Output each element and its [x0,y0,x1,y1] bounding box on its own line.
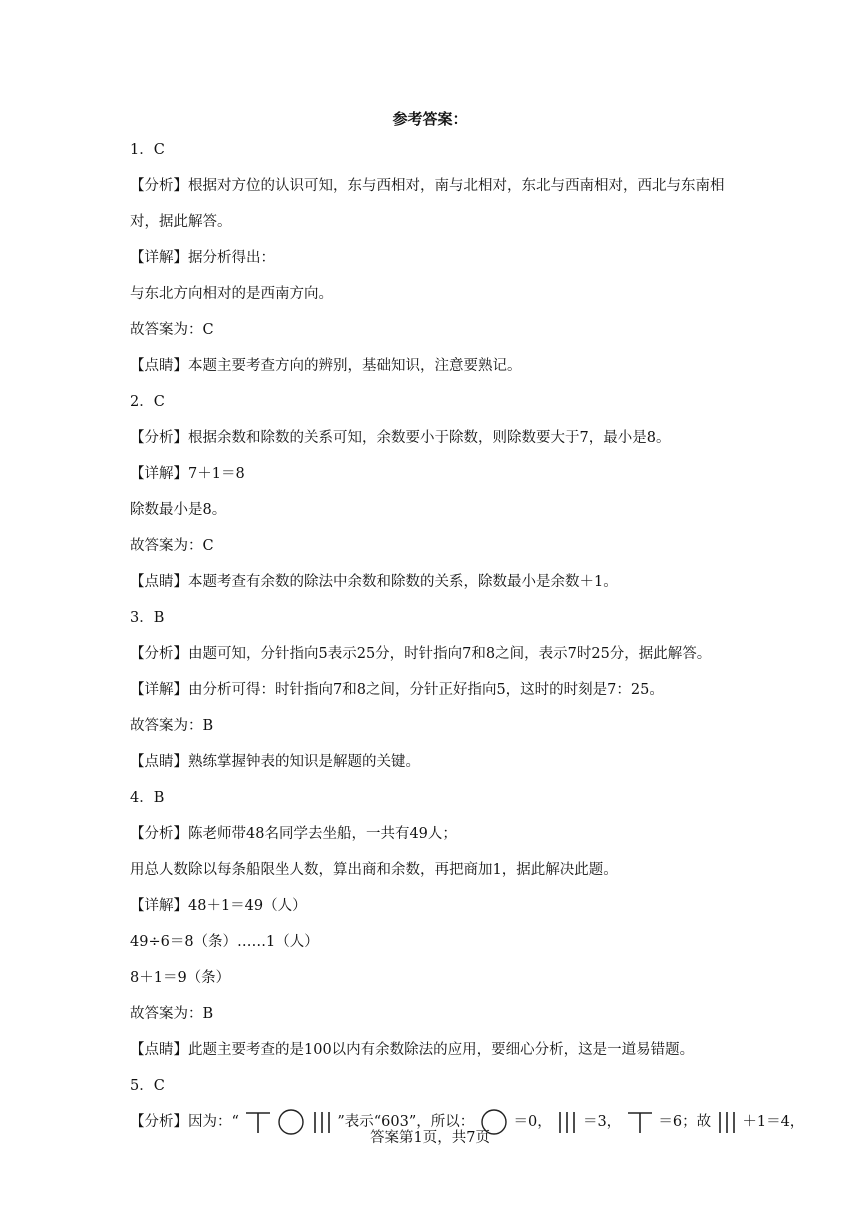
q5-eq-three: ＝3， [582,1114,622,1130]
q1-comment: 【点睛】本题主要考查方向的辨别，基础知识，注意要熟记。 [130,358,522,374]
q2-analysis: 【分析】根据余数和除数的关系可知，余数要小于除数，则除数要大于7，最小是8。 [130,430,671,446]
q1-final: 故答案为：C [130,322,214,338]
q3-detail: 【详解】由分析可得：时针指向7和8之间，分针正好指向5，这时的时刻是7：25。 [130,682,664,698]
q4-detail: 【详解】48＋1＝49（人） [130,898,307,914]
q5-answer: 5．C [130,1078,165,1094]
q4-analysis: 【分析】陈老师带48名同学去坐船，一共有49人； [130,826,457,842]
page-footer: 答案第1页，共7页 [370,1130,490,1146]
q5-analysis-mid: ”表示“603”，所以： [337,1114,475,1130]
q2-answer: 2．C [130,394,165,410]
q2-detail: 【详解】7＋1＝8 [130,466,245,482]
q3-answer: 3．B [130,610,165,626]
q4-comment: 【点睛】此题主要考查的是100以内有余数除法的应用，要细心分析，这是一道易错题。 [130,1042,695,1058]
q1-detail-text: 与东北方向相对的是西南方向。 [130,286,333,302]
q5-eq-six: ＝6；故 [658,1114,712,1130]
q2-comment: 【点睛】本题考查有余数的除法中余数和除数的关系，除数最小是余数＋1。 [130,574,618,590]
q5-eq-zero: ＝0， [513,1114,552,1130]
q4-answer: 4．B [130,790,165,806]
q3-analysis: 【分析】由题可知，分针指向5表示25分，时针指向7和8之间，表示7时25分，据此解答。 [130,646,712,662]
page-title: 参考答案： [392,110,468,128]
q5-eq-four: ＋1＝4， [742,1114,805,1130]
answer-content [130,132,805,1140]
q3-comment: 【点睛】熟练掌握钟表的知识是解题的关键。 [130,754,420,770]
q2-final: 故答案为：C [130,538,214,554]
q1-answer: 1．C [130,142,165,158]
q3-final: 故答案为：B [130,718,214,734]
q4-final: 故答案为：B [130,1006,214,1022]
q1-analysis: 【分析】根据对方位的认识可知，东与西相对，南与北相对，东北与西南相对，西北与东南相对，据此解答。 [130,178,725,230]
q1-detail: 【详解】据分析得出： [130,250,275,266]
q4-detail-step2: 49÷6＝8（条）……1（人） [130,934,319,950]
q5-analysis-prefix: 【分析】因为：“ [130,1114,239,1130]
q2-detail-text: 除数最小是8。 [130,502,227,518]
q4-detail-step3: 8＋1＝9（条） [130,970,231,986]
q4-analysis-cont: 用总人数除以每条船限坐人数，算出商和余数，再把商加1，据此解决此题。 [130,862,618,878]
